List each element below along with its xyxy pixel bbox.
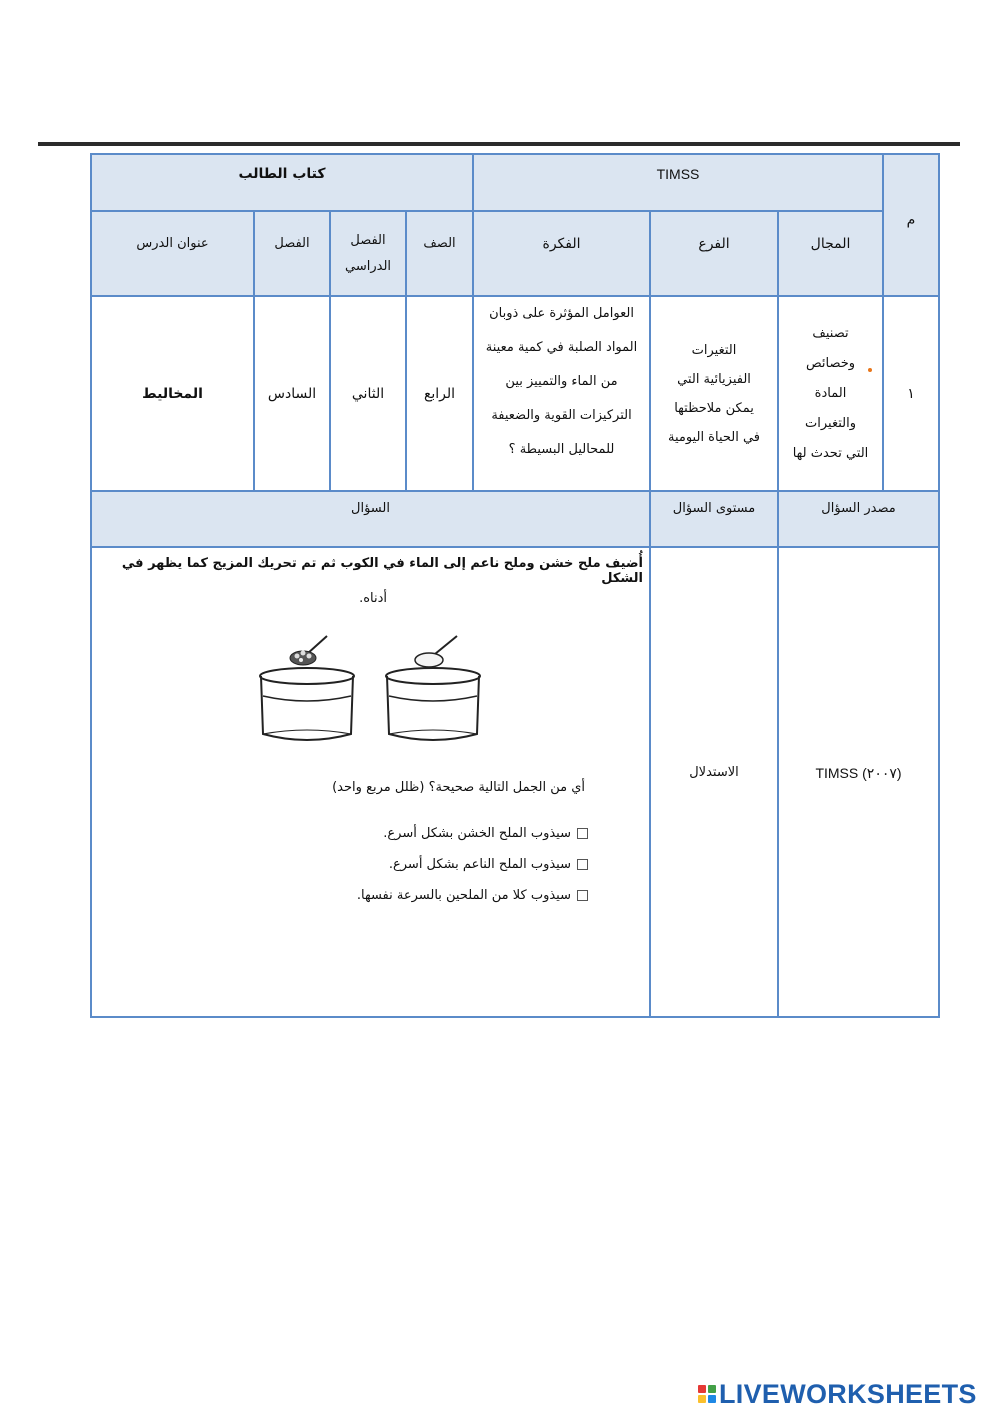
grid-line bbox=[90, 1016, 940, 1018]
spoon-coarse-salt bbox=[290, 636, 327, 665]
question-level-value: الاستدلال bbox=[689, 765, 739, 780]
option-coarse-faster[interactable] bbox=[383, 826, 588, 841]
question-level-header: مستوى السؤال bbox=[672, 501, 756, 516]
logo-mark-icon bbox=[698, 1385, 716, 1403]
domain-line: تصنيف bbox=[812, 325, 849, 341]
idea-line: العوامل المؤثرة على ذوبان bbox=[489, 306, 634, 321]
idea-line: للمحاليل البسيطة ؟ bbox=[508, 442, 615, 457]
domain-line: المادة bbox=[814, 385, 847, 401]
index-column-header: م bbox=[906, 212, 916, 228]
grade-header: الصف bbox=[423, 236, 456, 251]
liveworksheets-logo bbox=[698, 1378, 977, 1410]
branch-line: في الحياة اليومية bbox=[667, 429, 761, 445]
checkbox-icon[interactable] bbox=[577, 859, 588, 870]
beaker-fine-salt bbox=[386, 668, 480, 740]
branch-value bbox=[651, 297, 777, 490]
unit-header: الفصل bbox=[274, 236, 310, 251]
timss-header: TIMSS bbox=[656, 166, 700, 182]
branch-line: الفيزيائية التي bbox=[677, 371, 751, 387]
option-label: سيذوب كلا من الملحين بالسرعة نفسها. bbox=[356, 888, 571, 903]
domain-value bbox=[779, 297, 882, 490]
spoon-fine-salt bbox=[415, 636, 457, 667]
accent-dot bbox=[868, 368, 872, 372]
grade-value: الرابع bbox=[423, 385, 456, 402]
domain-line: والتغيرات bbox=[805, 415, 856, 431]
idea-line: من الماء والتمييز بين bbox=[505, 374, 618, 389]
grid-line bbox=[938, 153, 940, 1018]
grid-line bbox=[90, 153, 92, 1018]
question-source-header: مصدر السؤال bbox=[821, 501, 896, 516]
semester-header-line2: الدراسي bbox=[345, 258, 392, 274]
student-book-header: كتاب الطالب bbox=[238, 166, 326, 182]
semester-value: الثاني bbox=[351, 385, 385, 402]
lesson-title-value: المخاليط bbox=[142, 385, 203, 402]
question-stem: أُضيف ملح خشن وملح ناعم إلى الماء في الكوب ثم تم تحريك المزيج كما يظهر في الشكل bbox=[121, 556, 643, 586]
grid-line bbox=[90, 546, 940, 548]
question-source-value: TIMSS (٢٠٠٧) bbox=[815, 764, 902, 781]
brand-name: LIVEWORKSHEETS bbox=[719, 1378, 977, 1409]
semester-header-line1: الفصل bbox=[350, 232, 386, 248]
beaker-coarse-salt bbox=[260, 668, 354, 740]
domain-line: التي تحدث لها bbox=[792, 445, 869, 461]
branch-line: يمكن ملاحظتها bbox=[674, 400, 754, 416]
top-rule bbox=[38, 142, 960, 146]
option-label: سيذوب الملح الناعم بشكل أسرع. bbox=[388, 857, 571, 872]
domain-line: وخصائص bbox=[805, 355, 856, 371]
beakers-illustration bbox=[255, 632, 495, 750]
idea-line: المواد الصلبة في كمية معينة bbox=[485, 340, 638, 355]
question-stem-cont: أدناه. bbox=[359, 591, 387, 606]
idea-header: الفكرة bbox=[542, 236, 581, 252]
idea-line: التركيزات القوية والضعيفة bbox=[491, 408, 632, 423]
branch-header: الفرع bbox=[698, 236, 730, 252]
lesson-title-header: عنوان الدرس bbox=[136, 236, 209, 251]
option-same-speed[interactable] bbox=[357, 888, 588, 903]
option-label: سيذوب الملح الخشن بشكل أسرع. bbox=[383, 826, 571, 841]
option-fine-faster[interactable] bbox=[389, 857, 588, 872]
semester-header bbox=[331, 212, 405, 295]
unit-value: السادس bbox=[267, 385, 317, 402]
row-index: ١ bbox=[907, 385, 915, 402]
checkbox-icon[interactable] bbox=[577, 828, 588, 839]
question-prompt: أي من الجمل التالية صحيحة؟ (ظلل مربع واحد) bbox=[332, 780, 585, 795]
checkbox-icon[interactable] bbox=[577, 890, 588, 901]
branch-line: التغيرات bbox=[691, 342, 737, 358]
domain-header: المجال bbox=[810, 236, 851, 252]
idea-value bbox=[474, 297, 649, 467]
question-header: السؤال bbox=[351, 501, 390, 516]
